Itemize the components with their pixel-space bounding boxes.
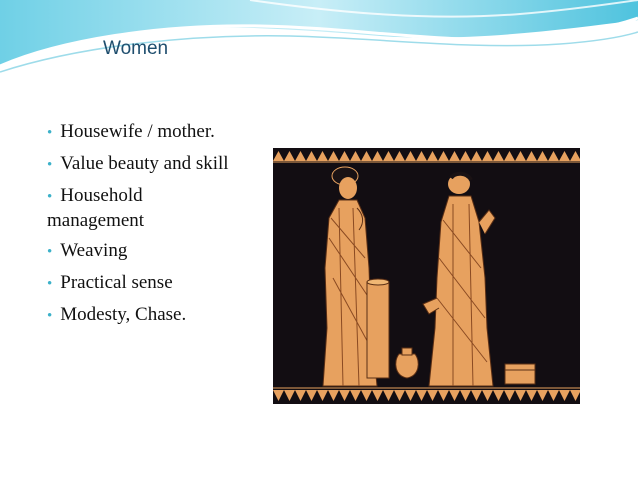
vase-painting-image (273, 148, 580, 404)
bullet-marker-icon: • (47, 308, 53, 324)
slide-title: Women (103, 38, 169, 59)
bullet-item: • Value beauty and skill (47, 153, 229, 174)
bullet-marker-icon: • (47, 189, 53, 205)
pillar-shape (367, 279, 389, 378)
bullet-item: • Housewife / mother. (47, 121, 215, 142)
header-wave-decoration (0, 0, 638, 80)
bullet-marker-icon: • (47, 125, 53, 141)
bullet-marker-icon: • (47, 157, 53, 173)
bullet-item: • Household management (47, 185, 145, 231)
bullet-item: • Weaving (47, 240, 128, 261)
bullet-marker-icon: • (47, 244, 53, 260)
bullet-item: • Practical sense (47, 272, 173, 293)
chest-shape (505, 364, 535, 384)
bullet-list (47, 120, 237, 335)
bullet-marker-icon: • (47, 276, 53, 292)
bullet-item: • Modesty, Chase. (47, 304, 187, 325)
